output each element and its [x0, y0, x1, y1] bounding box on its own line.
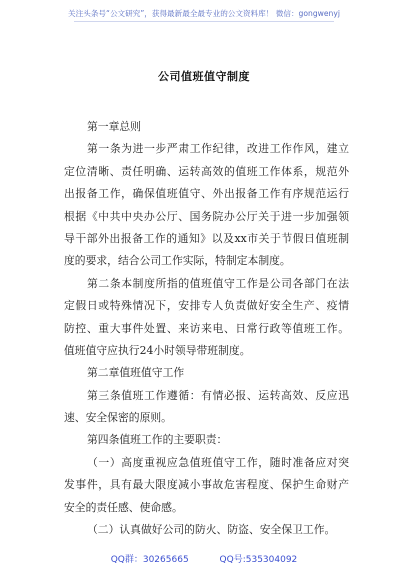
chapter-heading: 第一章总则	[87, 120, 141, 133]
document-title: 公司值班值守制度	[158, 70, 250, 83]
footer-contact	[0, 552, 408, 565]
body-line: 导干部外出报备工作的通知》以及xx市关于节假日值班制	[64, 231, 349, 245]
body-line: 根据《中共中央办公厅、国务院办公厅关于进一步加强领	[64, 209, 349, 223]
header-divider	[74, 21, 334, 22]
body-line: 第四条值班工作的主要职责：	[87, 433, 228, 447]
header-note: 关注头条号“公文研究”，获得最新最全最专业的公文资料库！ 微信：gongwenyj	[68, 9, 340, 18]
body-line: 安全的责任感、使命感。	[64, 500, 183, 514]
footer-qq-group: QQ群：30265665	[110, 555, 189, 565]
footer-qq-number: QQ号:535304092	[219, 555, 298, 565]
body-line: 发事件，具有最大限度减小事故危害程度、保护生命财产	[64, 478, 349, 492]
body-line: 第三条值班工作遵循：有情必报、运转高效、反应迅	[87, 388, 349, 402]
body-line: 值班值守应执行24小时领导带班制度。	[64, 343, 251, 357]
body-line: 第一条为进一步严肃工作纪律，改进工作作风，建立	[87, 142, 349, 156]
body-line: 度的要求，结合公司工作实际，特制定本制度。	[64, 254, 291, 268]
body-line: 防控、重大事件处置、来访来电、日常行政等值班工作。	[64, 321, 349, 335]
chapter-heading: 第二章值班值守工作	[87, 366, 185, 380]
body-line: 定假日或特殊情况下，安排专人负责做好安全生产、疫情	[64, 299, 349, 313]
body-line: 定位清晰、责任明确、运转高效的值班工作体系，规范外	[64, 164, 349, 178]
body-line: 出报备工作，确保值班值守、外出报备工作有序规范运行	[64, 187, 349, 201]
body-line: （一）高度重视应急值班值守工作，随时准备应对突	[87, 455, 349, 469]
document-body	[64, 116, 349, 541]
body-line: 速、安全保密的原则。	[64, 411, 172, 425]
body-line: 第二条本制度所指的值班值守工作是公司各部门在法	[87, 276, 349, 290]
body-line: （二）认真做好公司的防火、防盗、安全保卫工作。	[87, 523, 336, 537]
